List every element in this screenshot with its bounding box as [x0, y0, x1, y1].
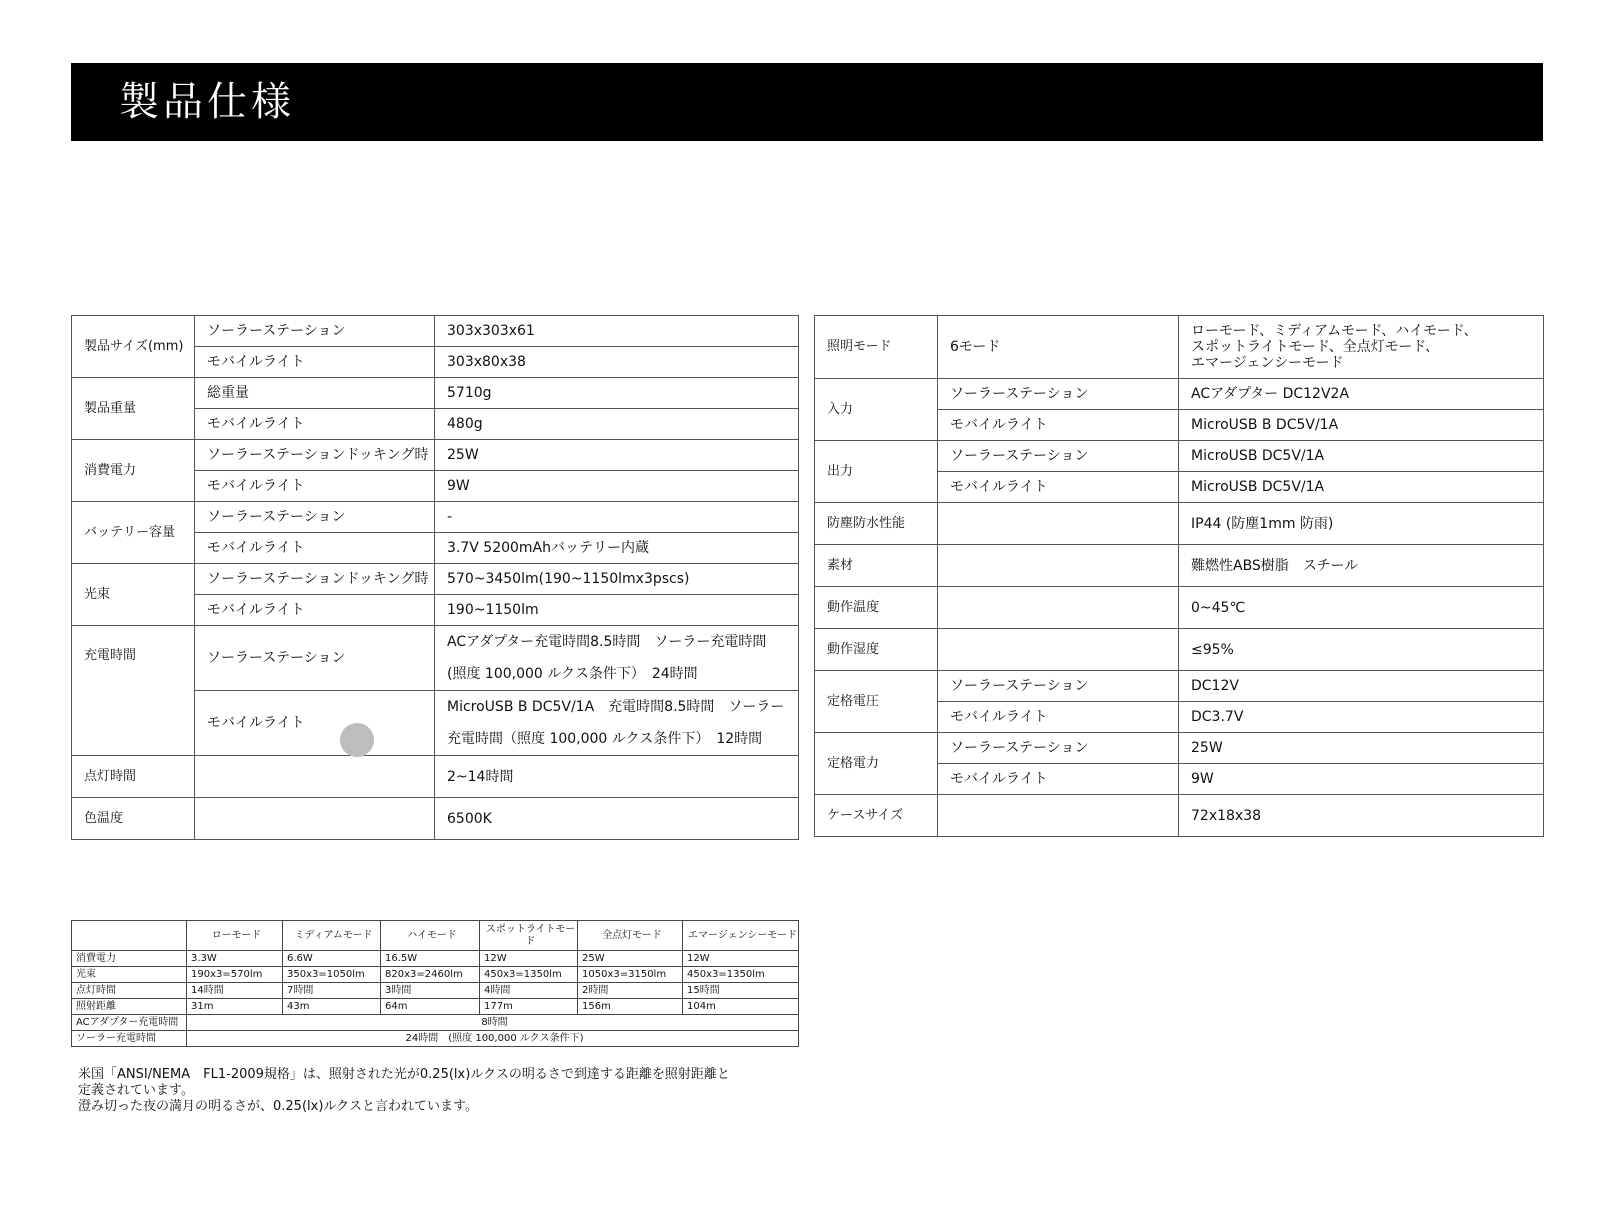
empty-cell: [938, 587, 1179, 629]
row-label-output: 出力: [815, 441, 938, 503]
table-cell: 156m: [578, 999, 683, 1015]
row-label-op-temp: 動作温度: [815, 587, 938, 629]
spec-value: 3.7V 5200mAhバッテリー内蔵: [435, 533, 799, 564]
row-label-battery: バッテリー容量: [72, 502, 195, 564]
row-label-waterproof: 防塵防水性能: [815, 503, 938, 545]
row-label-voltage: 定格電圧: [815, 671, 938, 733]
table-row: [72, 1015, 799, 1031]
spec-value: 5710g: [435, 378, 799, 409]
empty-cell: [938, 795, 1179, 837]
marker-dot: [340, 723, 374, 757]
table-cell: 6.6W: [283, 951, 381, 967]
table-row: [815, 629, 1544, 671]
sub-label: ソーラーステーション: [938, 733, 1179, 764]
footnote-line: 澄み切った夜の満月の明るさが、0.25(lx)ルクスと言われています。: [78, 1099, 478, 1114]
spec-value: 9W: [435, 471, 799, 502]
column-header: 全点灯モード: [578, 921, 683, 951]
spec-table-right: [814, 315, 1544, 837]
spec-value: 0~45℃: [1179, 587, 1544, 629]
table-row: [815, 733, 1544, 764]
spec-value: 303x80x38: [435, 347, 799, 378]
spec-value: DC12V: [1179, 671, 1544, 702]
row-label-mode: 照明モード: [815, 316, 938, 379]
table-row: [72, 1031, 799, 1047]
table-row: [815, 795, 1544, 837]
column-header: ミディアムモード: [283, 921, 381, 951]
sub-label: モバイルライト: [195, 691, 435, 756]
spec-value: ≤95%: [1179, 629, 1544, 671]
value-line: 充電時間（照度 100,000 ルクス条件下） 12時間: [447, 731, 763, 747]
row-label-op-humidity: 動作湿度: [815, 629, 938, 671]
table-cell: 350x3=1050lm: [283, 967, 381, 983]
spec-value: 6500K: [435, 798, 799, 840]
sub-label: 6モード: [938, 316, 1179, 379]
table-cell: 12W: [683, 951, 799, 967]
spec-value: DC3.7V: [1179, 702, 1544, 733]
table-cell: 450x3=1350lm: [480, 967, 578, 983]
table-row: [72, 564, 799, 595]
row-label-rated-power: 定格電力: [815, 733, 938, 795]
table-row: [72, 626, 799, 691]
footnote: [78, 1067, 808, 1115]
table-cell: 14時間: [187, 983, 283, 999]
value-line: ACアダプター充電時間8.5時間 ソーラー充電時間: [447, 634, 767, 650]
row-label: 点灯時間: [72, 983, 187, 999]
table-row: [72, 983, 799, 999]
spec-value: [435, 626, 799, 691]
table-row: [815, 379, 1544, 410]
table-row: [72, 999, 799, 1015]
mode-comparison-table: [71, 920, 799, 1047]
table-row: [72, 378, 799, 409]
table-cell: 450x3=1350lm: [683, 967, 799, 983]
value-line: MicroUSB B DC5V/1A 充電時間8.5時間 ソーラー: [447, 699, 785, 715]
row-label-weight: 製品重量: [72, 378, 195, 440]
sub-label: モバイルライト: [938, 702, 1179, 733]
spec-value: MicroUSB DC5V/1A: [1179, 472, 1544, 503]
row-label-lighting-time: 点灯時間: [72, 756, 195, 798]
table-cell: 31m: [187, 999, 283, 1015]
empty-cell: [195, 756, 435, 798]
column-header: エマージェンシーモード: [683, 921, 799, 951]
sub-label: ソーラーステーション: [938, 441, 1179, 472]
spec-value: 25W: [1179, 733, 1544, 764]
row-label-material: 素材: [815, 545, 938, 587]
table-row: [72, 967, 799, 983]
table-row: [815, 441, 1544, 472]
row-label: 消費電力: [72, 951, 187, 967]
table-row: [815, 671, 1544, 702]
table-row: [815, 503, 1544, 545]
sub-label: ソーラーステーションドッキング時: [195, 564, 435, 595]
table-cell: 8時間: [187, 1015, 799, 1031]
footnote-line: 米国「ANSI/NEMA FL1-2009規格」は、照射された光が0.25(lx)ルクスの明るさで到達する距離を照射距離と: [78, 1067, 730, 1082]
table-cell: 25W: [578, 951, 683, 967]
row-label-size: 製品サイズ(mm): [72, 316, 195, 378]
table-cell: 24時間 (照度 100,000 ルクス条件下): [187, 1031, 799, 1047]
value-line: ローモード、ミディアムモード、ハイモード、: [1191, 323, 1478, 339]
spec-value: [1179, 316, 1544, 379]
table-cell: 3.3W: [187, 951, 283, 967]
empty-cell: [72, 921, 187, 951]
table-cell: 1050x3=3150lm: [578, 967, 683, 983]
footnote-line: 定義されています。: [78, 1083, 194, 1098]
sub-label: モバイルライト: [195, 409, 435, 440]
column-header: ハイモード: [381, 921, 480, 951]
value-line: (照度 100,000 ルクス条件下） 24時間: [447, 666, 698, 682]
spec-value: IP44 (防塵1mm 防雨): [1179, 503, 1544, 545]
spec-value: 190~1150lm: [435, 595, 799, 626]
spec-value: MicroUSB DC5V/1A: [1179, 441, 1544, 472]
table-row: [72, 798, 799, 840]
table-row: [72, 951, 799, 967]
sub-label: ソーラーステーション: [195, 316, 435, 347]
row-label: 光束: [72, 967, 187, 983]
spec-value: -: [435, 502, 799, 533]
table-cell: 190x3=570lm: [187, 967, 283, 983]
spec-value: 480g: [435, 409, 799, 440]
title-banner: [71, 63, 1543, 141]
table-cell: 4時間: [480, 983, 578, 999]
column-header: スポットライトモード: [480, 921, 578, 951]
spec-value: MicroUSB B DC5V/1A: [1179, 410, 1544, 441]
spec-value: 25W: [435, 440, 799, 471]
table-row: [815, 316, 1544, 379]
row-label-input: 入力: [815, 379, 938, 441]
empty-cell: [938, 545, 1179, 587]
sub-label: モバイルライト: [195, 595, 435, 626]
sub-label: モバイルライト: [938, 764, 1179, 795]
table-row: [72, 440, 799, 471]
table-cell: 16.5W: [381, 951, 480, 967]
table-row: [815, 545, 1544, 587]
empty-cell: [938, 503, 1179, 545]
row-label-case: ケースサイズ: [815, 795, 938, 837]
table-row: [72, 316, 799, 347]
value-line: スポットライトモード、全点灯モード、: [1191, 339, 1439, 355]
table-cell: 3時間: [381, 983, 480, 999]
spec-value: 570~3450lm(190~1150lmx3pscs): [435, 564, 799, 595]
spec-value: 2~14時間: [435, 756, 799, 798]
table-cell: 820x3=2460lm: [381, 967, 480, 983]
table-header-row: [72, 921, 799, 951]
table-cell: 15時間: [683, 983, 799, 999]
table-cell: 43m: [283, 999, 381, 1015]
sub-label: ソーラーステーション: [195, 502, 435, 533]
table-cell: 177m: [480, 999, 578, 1015]
sub-label: ソーラーステーション: [938, 379, 1179, 410]
row-label-color-temp: 色温度: [72, 798, 195, 840]
sub-label: モバイルライト: [195, 347, 435, 378]
spec-value: ACアダプター DC12V2A: [1179, 379, 1544, 410]
spec-value: 9W: [1179, 764, 1544, 795]
table-cell: 2時間: [578, 983, 683, 999]
table-row: [72, 756, 799, 798]
spec-table-left: [71, 315, 799, 840]
sub-label: モバイルライト: [938, 472, 1179, 503]
spec-value: 303x303x61: [435, 316, 799, 347]
table-cell: 7時間: [283, 983, 381, 999]
row-label: ソーラー充電時間: [72, 1031, 187, 1047]
spec-value: 難燃性ABS樹脂 スチール: [1179, 545, 1544, 587]
sub-label: 総重量: [195, 378, 435, 409]
column-header: ローモード: [187, 921, 283, 951]
sub-label: ソーラーステーションドッキング時: [195, 440, 435, 471]
row-label-flux: 光束: [72, 564, 195, 626]
row-label-power: 消費電力: [72, 440, 195, 502]
table-row: [72, 502, 799, 533]
empty-cell: [195, 798, 435, 840]
table-cell: 64m: [381, 999, 480, 1015]
sub-label: モバイルライト: [195, 471, 435, 502]
table-row: [815, 587, 1544, 629]
table-cell: 12W: [480, 951, 578, 967]
sub-label: モバイルライト: [938, 410, 1179, 441]
spec-value: [435, 691, 799, 756]
page-title: 製品仕様: [119, 79, 295, 125]
sub-label: モバイルライト: [195, 533, 435, 564]
empty-cell: [938, 629, 1179, 671]
spec-value: 72x18x38: [1179, 795, 1544, 837]
value-line: エマージェンシーモード: [1191, 355, 1344, 371]
sub-label: ソーラーステーション: [938, 671, 1179, 702]
table-cell: 104m: [683, 999, 799, 1015]
row-label-charge: 充電時間: [72, 626, 195, 756]
sub-label: ソーラーステーション: [195, 626, 435, 691]
row-label: ACアダプター充電時間: [72, 1015, 187, 1031]
row-label: 照射距離: [72, 999, 187, 1015]
